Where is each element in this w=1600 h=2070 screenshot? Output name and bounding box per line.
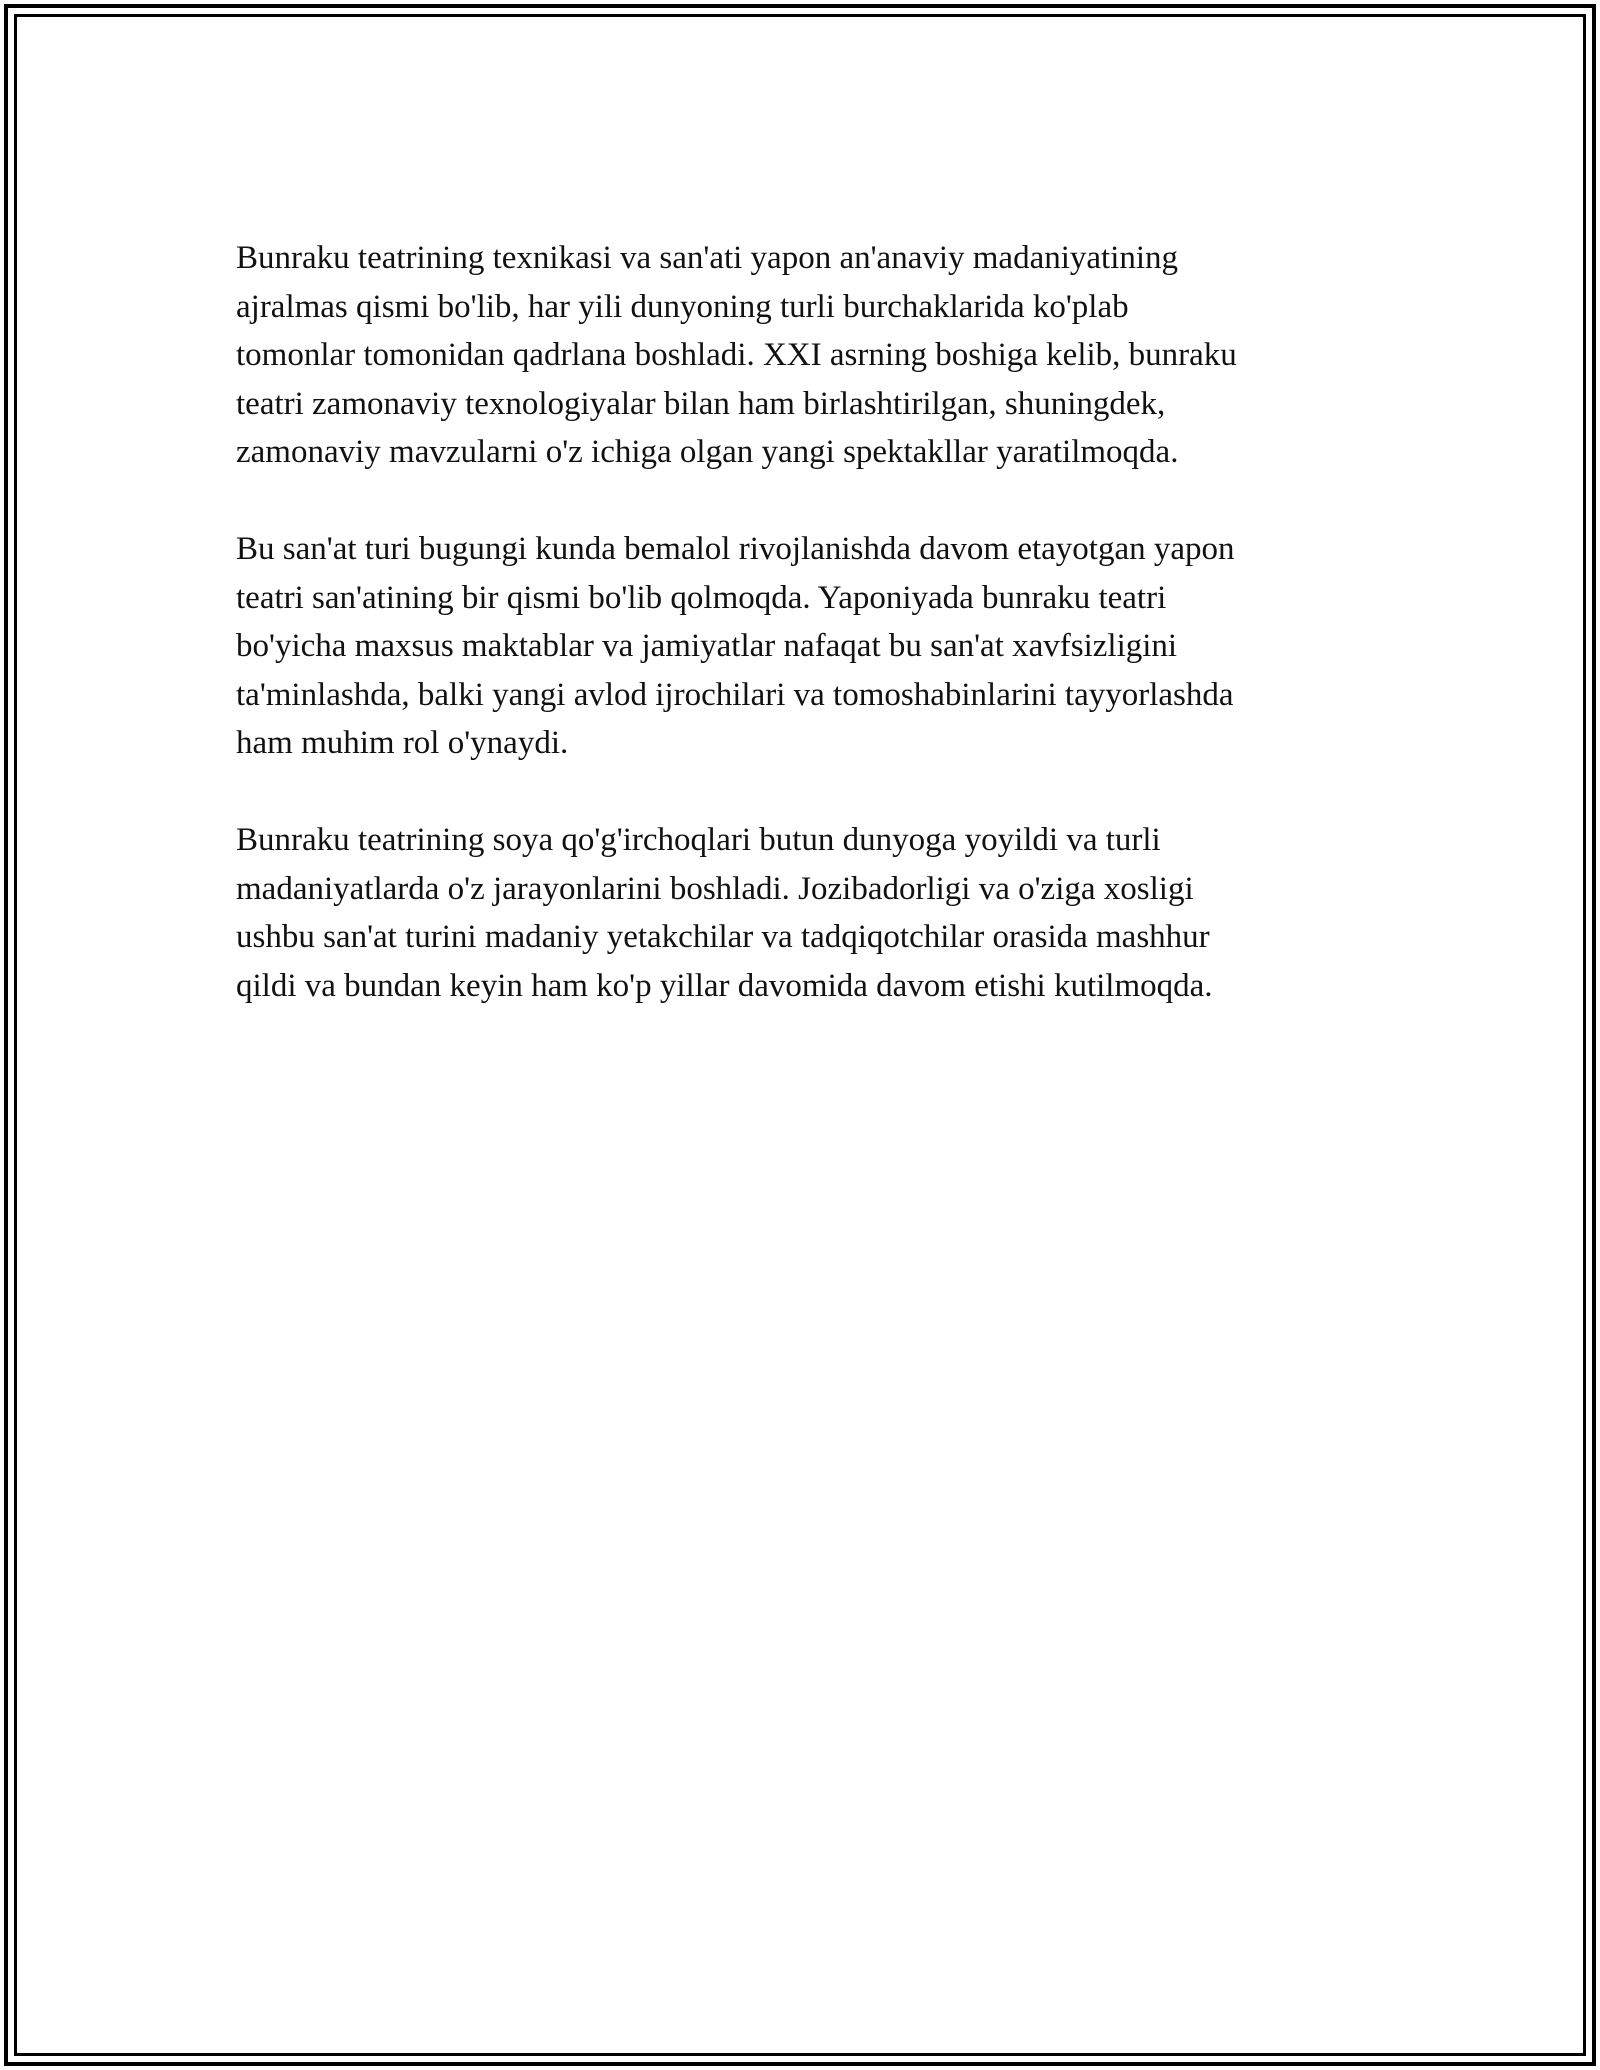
paragraph-1: Bunraku teatrining texnikasi va san'ati yapon an'anaviy madaniyatining ajralmas qismi bo'lib, har yili dunyoning turli burchaklarida ko'plab tomonlar tomonidan qadrlana boshladi. XXI asrning boshiga kelib, bunraku teatri zamonaviy texnologiyalar bilan ham birlashtirilgan, shuningdek, zamonaviy mavzularni o'z ichiga olgan yangi spektakllar yaratilmoqda. bbox=[236, 240, 1237, 470]
document-body bbox=[236, 234, 1386, 1059]
paragraph-2: Bu san'at turi bugungi kunda bemalol rivojlanishda davom etayotgan yapon teatri san'atining bir qismi bo'lib qolmoqda. Yaponiyada bunraku teatri bo'yicha maxsus maktablar va jamiyatlar nafaqat bu san'at xavfsizligini ta'minlashda, balki yangi avlod ijrochilari va tomoshabinlarini tayyorlashda ham muhim rol o'ynaydi. bbox=[236, 531, 1235, 761]
paragraph-3: Bunraku teatrining soya qo'g'irchoqlari butun dunyoga yoyildi va turli madaniyatlarda o'z jarayonlarini boshladi. Jozibadorligi va o'ziga xosligi ushbu san'at turini madaniy yetakchilar va tadqiqotchilar orasida mashhur qildi va bundan keyin ham ko'p yillar davomida davom etishi kutilmoqda. bbox=[236, 822, 1213, 1004]
